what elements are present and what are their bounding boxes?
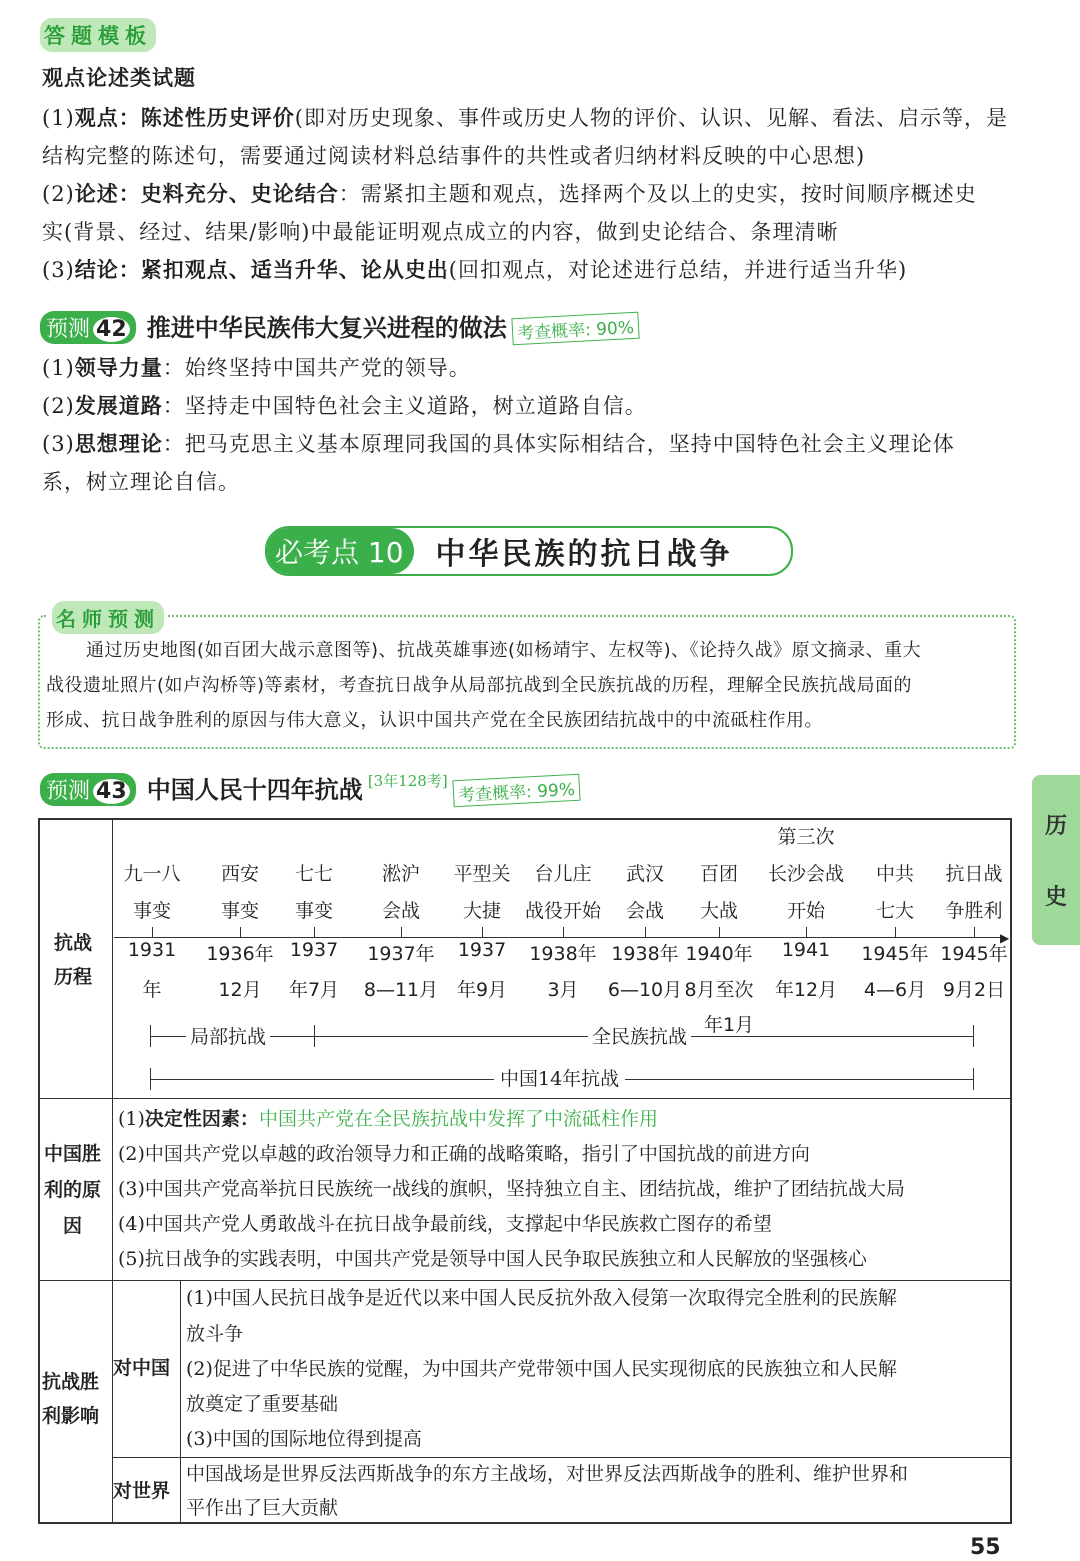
pred42-item-3: (3)思想理论：把马克思主义基本原理同我国的具体实际相结合，坚持中国特色社会主义理论体 bbox=[42, 432, 955, 456]
timeline-tick bbox=[895, 927, 896, 937]
impact-china-line: (2)促进了中华民族的觉醒，为中国共产党带领中国人民实现彻底的民族独立和人民解 bbox=[186, 1358, 897, 1380]
event-label: 七七 bbox=[294, 863, 333, 885]
event-label: 开始 bbox=[786, 900, 825, 922]
event-date: 1945年 bbox=[861, 943, 929, 965]
pred42-item-2: (2)发展道路：坚持走中国特色社会主义道路，树立道路自信。 bbox=[42, 394, 647, 418]
event-label: 淞沪 bbox=[381, 863, 420, 885]
impact-china-line: (3)中国的国际地位得到提高 bbox=[186, 1428, 422, 1450]
reason-5: (5)抗日战争的实践表明，中国共产党是领导中国人民争取民族独立和人民解放的坚强核心 bbox=[118, 1248, 867, 1270]
event-date: 年9月 bbox=[456, 979, 508, 1001]
event-label: 抗日战 bbox=[945, 863, 1003, 885]
template-item-3: (3)结论：紧扣观点、适当升华、论从史出(回扣观点，对论述进行总结，并进行适当升华) bbox=[42, 258, 908, 282]
reason-1: (1)决定性因素：中国共产党在全民族抗战中发挥了中流砥柱作用 bbox=[118, 1108, 658, 1130]
event-date: 1945年 bbox=[940, 943, 1008, 965]
section-title: 中华民族的抗日战争 bbox=[435, 537, 733, 572]
event-label: 战役开始 bbox=[524, 900, 601, 922]
event-label: 七大 bbox=[875, 900, 914, 922]
event-date: 1940年 bbox=[685, 943, 753, 965]
impact-china-head: 对中国 bbox=[113, 1357, 171, 1379]
template-item-1: (1)观点：陈述性历史评价(即对历史现象、事件或历史人物的评价、认识、见解、看法、启示等，是 bbox=[42, 106, 1008, 130]
event-date: 年12月 bbox=[774, 979, 838, 1001]
timeline-tick bbox=[806, 927, 807, 937]
event-label: 大战 bbox=[699, 900, 738, 922]
impact-world-line: 平作出了巨大贡献 bbox=[186, 1497, 339, 1519]
pred42-item-3-cont: 系，树立理论自信。 bbox=[42, 470, 240, 494]
timeline-tick bbox=[719, 927, 720, 937]
template-item-2-cont: 实(背景、经过、结果/影响)中最能证明观点成立的内容，做到史论结合、条理清晰 bbox=[42, 220, 839, 244]
timeline-tick bbox=[974, 927, 975, 937]
timeline-tick bbox=[240, 927, 241, 937]
timeline-tick bbox=[401, 927, 402, 937]
template-tag: 答题模板 bbox=[40, 18, 156, 52]
row-head-impact: 抗战胜 利影响 bbox=[42, 1371, 100, 1427]
event-label: 九一八 bbox=[123, 863, 181, 885]
reason-2: (2)中国共产党以卓越的政治领导力和正确的战略策略，指引了中国抗战的前进方向 bbox=[118, 1143, 810, 1165]
impact-china-line: 放奠定了重要基础 bbox=[186, 1393, 339, 1415]
event-date: 8月至次 bbox=[684, 979, 754, 1001]
impact-china-line: (1)中国人民抗日战争是近代以来中国人民反抗外敌入侵第一次取得完全胜利的民族解 bbox=[186, 1287, 897, 1309]
event-label: 事变 bbox=[132, 900, 171, 922]
event-label: 事变 bbox=[220, 900, 259, 922]
teacher-line: 战役遗址照片(如卢沟桥等)等素材，考查抗日战争从局部抗战到全民族抗战的历程，理解全民族抗战局面的 bbox=[46, 675, 913, 696]
event-date: 6—10月 bbox=[607, 979, 683, 1001]
event-label: 中共 bbox=[875, 863, 914, 885]
event-label-top: 第三次 bbox=[777, 826, 835, 848]
event-date: 1931 bbox=[127, 939, 177, 961]
event-date: 12月 bbox=[218, 979, 262, 1001]
probability-badge: 考查概率: 90% bbox=[511, 312, 639, 346]
event-label: 争胜利 bbox=[945, 900, 1003, 922]
arrow-icon: ▶ bbox=[1000, 931, 1010, 945]
event-label: 长沙会战 bbox=[767, 863, 844, 885]
section-label: 必考点 10 bbox=[267, 528, 414, 574]
reason-4: (4)中国共产党人勇敢战斗在抗日战争最前线，支撑起中华民族救亡图存的希望 bbox=[118, 1213, 772, 1235]
teacher-line: 形成、抗日战争胜利的原因与伟大意义，认识中国共产党在全民族团结抗战中的中流砥柱作用。 bbox=[46, 710, 823, 731]
template-title: 观点论述类试题 bbox=[42, 66, 196, 90]
event-date: 4—6月 bbox=[863, 979, 927, 1001]
event-date: 1937 bbox=[457, 939, 507, 961]
timeline-tick bbox=[563, 927, 564, 937]
event-label: 大捷 bbox=[462, 900, 501, 922]
event-date: 8—11月 bbox=[363, 979, 439, 1001]
span-14-year-war: 中国14年抗战 bbox=[494, 1061, 625, 1097]
event-date: 1937 bbox=[289, 939, 339, 961]
timeline-tick bbox=[482, 927, 483, 937]
span-national-war: 全民族抗战 bbox=[588, 1019, 691, 1055]
event-label: 台儿庄 bbox=[534, 863, 592, 885]
prediction-title: 中国人民十四年抗战 bbox=[146, 776, 363, 804]
prediction-badge: 预测 43 bbox=[40, 773, 136, 806]
timeline-tick bbox=[645, 927, 646, 937]
event-date: 1938年 bbox=[529, 943, 597, 965]
prediction-42-header bbox=[40, 308, 639, 344]
event-date: 3月 bbox=[547, 979, 579, 1001]
timeline-tick bbox=[152, 927, 153, 937]
event-date: 1936年 bbox=[206, 943, 274, 965]
event-date: 1937年 bbox=[367, 943, 435, 965]
row-head-reasons: 中国胜 利的原 因 bbox=[44, 1143, 102, 1237]
event-label: 平型关 bbox=[453, 863, 511, 885]
page-number: 55 bbox=[970, 1535, 1001, 1560]
pred42-item-1: (1)领导力量：始终坚持中国共产党的领导。 bbox=[42, 356, 471, 380]
event-label: 会战 bbox=[381, 900, 420, 922]
event-date: 1938年 bbox=[611, 943, 679, 965]
event-label: 会战 bbox=[625, 900, 664, 922]
impact-world-line: 中国战场是世界反法西斯战争的东方主战场，对世界反法西斯战争的胜利、维护世界和 bbox=[186, 1463, 909, 1485]
event-date: 年7月 bbox=[288, 979, 340, 1001]
probability-badge: 考查概率: 99% bbox=[452, 774, 580, 808]
subject-side-tab[interactable]: 历 史 bbox=[1032, 775, 1080, 945]
event-date: 9月2日 bbox=[942, 979, 1006, 1001]
event-date: 年 bbox=[142, 979, 162, 1001]
section-banner bbox=[265, 526, 793, 576]
row-head-process: 抗战 历程 bbox=[54, 932, 93, 988]
event-label: 西安 bbox=[220, 863, 259, 885]
teacher-line: 通过历史地图(如百团大战示意图等)、抗战英雄事迹(如杨靖宇、左权等)、《论持久战》原文摘录、重大 bbox=[86, 640, 922, 661]
span-local-war: 局部抗战 bbox=[186, 1019, 270, 1055]
impact-china-line: 放斗争 bbox=[186, 1323, 244, 1345]
template-item-1-cont: 结构完整的陈述句，需要通过阅读材料总结事件的共性或者归纳材料反映的中心思想) bbox=[42, 144, 866, 168]
reason-3: (3)中国共产党高举抗日民族统一战线的旗帜，坚持独立自主、团结抗战，维护了团结抗战大局 bbox=[118, 1178, 905, 1200]
timeline-tick bbox=[314, 927, 315, 937]
prediction-43-header bbox=[40, 770, 580, 806]
prediction-badge: 预测 42 bbox=[40, 311, 136, 344]
template-item-2: (2)论述：史料充分、史论结合：需紧扣主题和观点，选择两个及以上的史实，按时间顺序概述史 bbox=[42, 182, 977, 206]
event-label: 武汉 bbox=[625, 863, 664, 885]
teacher-tag: 名师预测 bbox=[52, 601, 164, 634]
event-date: 1941 bbox=[781, 939, 831, 961]
event-label: 事变 bbox=[294, 900, 333, 922]
impact-world-head: 对世界 bbox=[113, 1480, 171, 1502]
event-label: 百团 bbox=[699, 863, 738, 885]
event-date: 年1月 bbox=[703, 1014, 755, 1036]
exam-frequency: [3年128考] bbox=[367, 772, 448, 790]
prediction-title: 推进中华民族伟大复兴进程的做法 bbox=[146, 314, 507, 342]
